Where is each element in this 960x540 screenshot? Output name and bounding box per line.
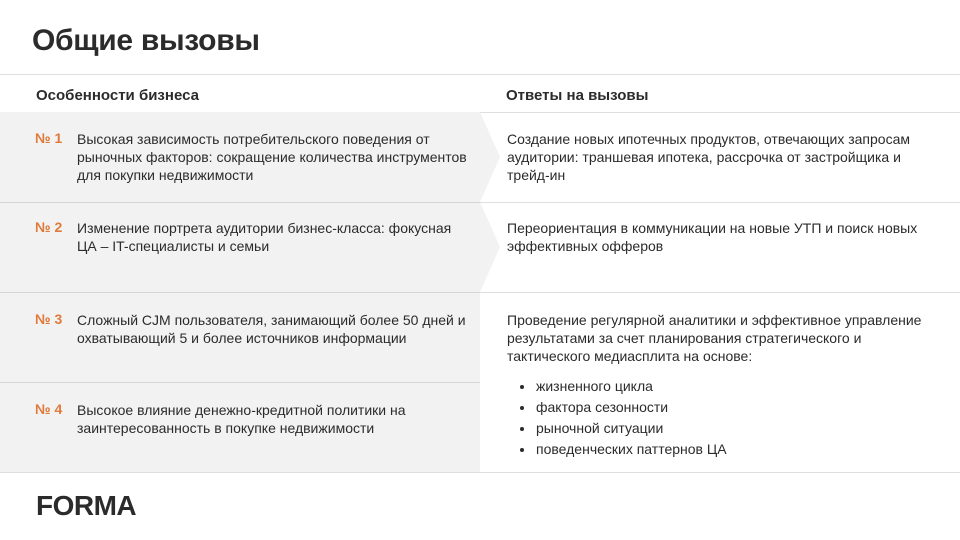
row-number: № 1: [35, 130, 63, 146]
list-item: поведенческих паттернов ЦА: [520, 439, 727, 460]
row-number: № 3: [35, 311, 63, 327]
column-header-responses: Ответы на вызовы: [506, 87, 649, 104]
list-item: жизненного цикла: [520, 376, 727, 397]
response-text-3: Проведение регулярной аналитики и эффективное управление результатами за счет планирования стратегического и тактического медиасплита на основе:: [507, 312, 922, 364]
footer-divider: [0, 472, 960, 473]
response-text-1: Создание новых ипотечных продуктов, отвечающих запросам аудитории: траншевая ипотека, рассрочка от застройщика и трейд-ин: [507, 131, 910, 183]
challenge-text: Высокая зависимость потребительского поведения от рыночных факторов: сокращение количества инструментов для покупки недвижимости: [77, 131, 467, 183]
media-split-basis-list: [520, 376, 727, 460]
list-item: рыночной ситуации: [520, 418, 727, 439]
column-header-business: Особенности бизнеса: [36, 87, 199, 104]
list-item: фактора сезонности: [520, 397, 727, 418]
row-divider: [0, 382, 480, 383]
row-number: № 2: [35, 219, 63, 235]
row-divider: [0, 292, 480, 293]
forma-logo: FORMA: [36, 490, 137, 521]
challenge-text: Сложный CJM пользователя, занимающий более 50 дней и охватывающий 5 и более источников информации: [77, 312, 466, 346]
header-divider: [0, 74, 960, 75]
challenge-text: Высокое влияние денежно-кредитной политики на заинтересованность в покупке недвижимости: [77, 402, 406, 436]
row-number: № 4: [35, 401, 63, 417]
response-divider: [480, 292, 960, 293]
page-title: Общие вызовы: [32, 24, 260, 57]
response-text-2: Переориентация в коммуникации на новые УТП и поиск новых эффективных офферов: [507, 220, 918, 254]
challenge-text: Изменение портрета аудитории бизнес-класса: фокусная ЦА – IT-специалисты и семьи: [77, 220, 452, 254]
row-divider: [0, 202, 480, 203]
response-divider: [480, 202, 960, 203]
